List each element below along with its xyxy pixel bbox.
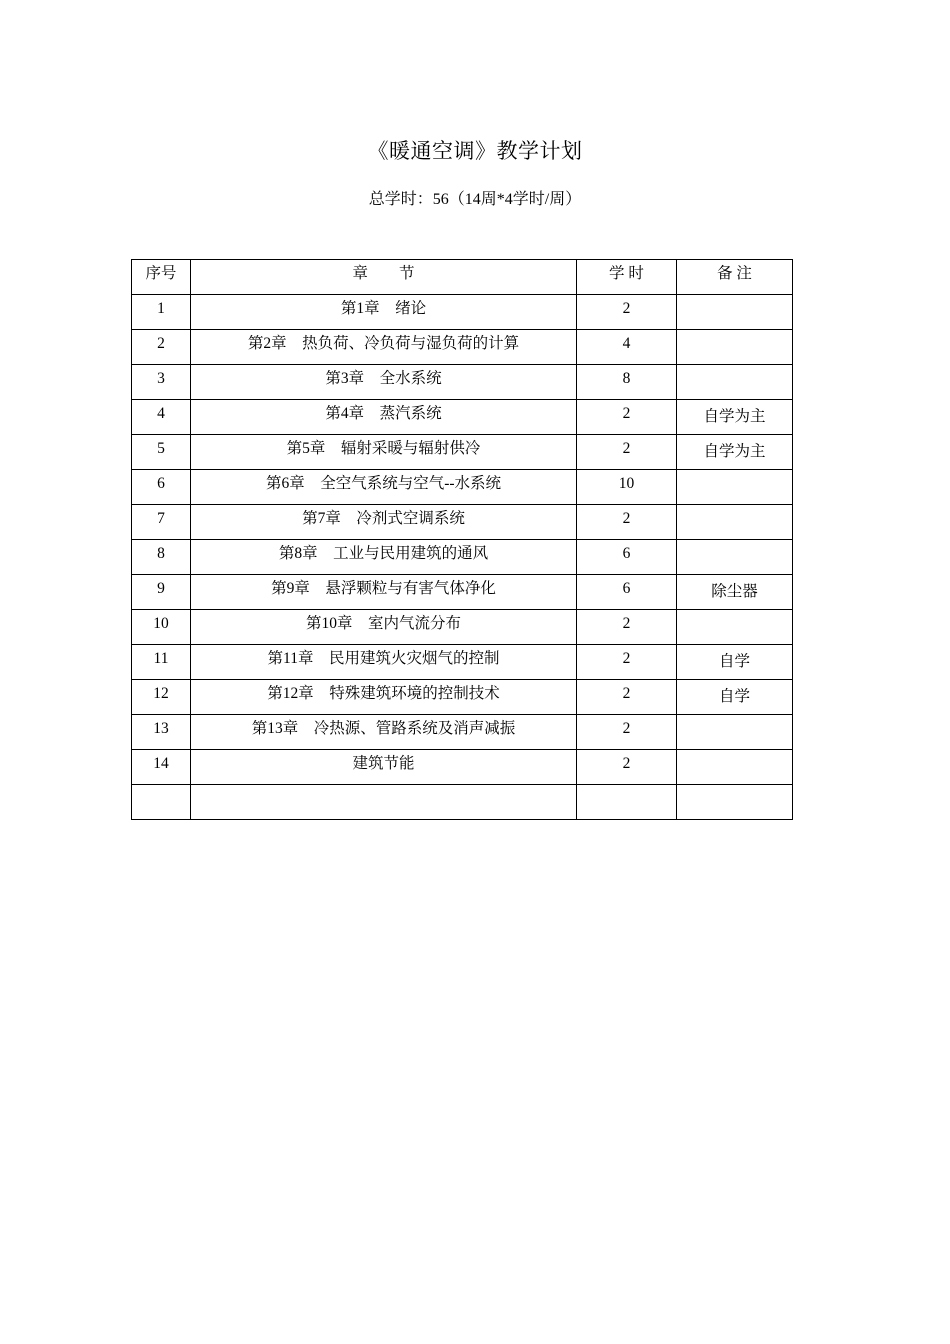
cell-chapter: 第13章 冷热源、管路系统及消声减振 — [191, 715, 577, 750]
cell-chapter: 第7章 冷剂式空调系统 — [191, 505, 577, 540]
table-row — [132, 295, 793, 330]
cell-no — [132, 785, 191, 820]
header-chapter: 章 节 — [191, 260, 577, 295]
table-row-empty — [132, 785, 793, 820]
cell-note: 自学为主 — [677, 400, 793, 435]
cell-no: 14 — [132, 750, 191, 785]
cell-note — [677, 365, 793, 400]
cell-no: 1 — [132, 295, 191, 330]
cell-hours: 2 — [577, 610, 677, 645]
cell-note — [677, 610, 793, 645]
cell-chapter: 第4章 蒸汽系统 — [191, 400, 577, 435]
table-row — [132, 505, 793, 540]
total-hours-subtitle: 总学时：56（14周*4学时/周） — [368, 191, 582, 208]
cell-hours: 2 — [577, 295, 677, 330]
cell-no: 4 — [132, 400, 191, 435]
cell-hours: 2 — [577, 680, 677, 715]
table-row — [132, 750, 793, 785]
cell-hours: 6 — [577, 575, 677, 610]
cell-chapter: 第12章 特殊建筑环境的控制技术 — [191, 680, 577, 715]
cell-chapter: 第10章 室内气流分布 — [191, 610, 577, 645]
cell-chapter: 第3章 全水系统 — [191, 365, 577, 400]
cell-chapter: 建筑节能 — [191, 750, 577, 785]
cell-no: 7 — [132, 505, 191, 540]
cell-no: 9 — [132, 575, 191, 610]
cell-no: 3 — [132, 365, 191, 400]
table-row — [132, 715, 793, 750]
cell-no: 11 — [132, 645, 191, 680]
cell-note — [677, 540, 793, 575]
table-row — [132, 575, 793, 610]
cell-note — [677, 295, 793, 330]
cell-hours: 6 — [577, 540, 677, 575]
cell-note: 自学 — [677, 680, 793, 715]
cell-chapter: 第1章 绪论 — [191, 295, 577, 330]
document-title: 《暖通空调》教学计划 — [367, 139, 583, 163]
cell-note: 自学为主 — [677, 435, 793, 470]
table-row — [132, 330, 793, 365]
cell-hours: 2 — [577, 505, 677, 540]
table-row — [132, 610, 793, 645]
header-no: 序号 — [132, 260, 191, 295]
cell-no: 6 — [132, 470, 191, 505]
cell-note: 除尘器 — [677, 575, 793, 610]
cell-chapter: 第2章 热负荷、冷负荷与湿负荷的计算 — [191, 330, 577, 365]
table-row — [132, 400, 793, 435]
cell-note — [677, 470, 793, 505]
cell-note — [677, 330, 793, 365]
table-header — [132, 260, 793, 295]
cell-hours: 10 — [577, 470, 677, 505]
table-row — [132, 540, 793, 575]
cell-no: 10 — [132, 610, 191, 645]
cell-no: 13 — [132, 715, 191, 750]
cell-chapter: 第8章 工业与民用建筑的通风 — [191, 540, 577, 575]
header-note: 备 注 — [677, 260, 793, 295]
cell-hours: 2 — [577, 435, 677, 470]
header-row — [132, 260, 793, 295]
cell-chapter: 第6章 全空气系统与空气--水系统 — [191, 470, 577, 505]
cell-hours: 4 — [577, 330, 677, 365]
cell-hours: 2 — [577, 400, 677, 435]
cell-chapter — [191, 785, 577, 820]
cell-note — [677, 505, 793, 540]
cell-hours: 2 — [577, 715, 677, 750]
cell-chapter: 第9章 悬浮颗粒与有害气体净化 — [191, 575, 577, 610]
table-row — [132, 435, 793, 470]
cell-hours — [577, 785, 677, 820]
cell-hours: 2 — [577, 645, 677, 680]
cell-no: 2 — [132, 330, 191, 365]
cell-hours: 8 — [577, 365, 677, 400]
table-body — [132, 295, 793, 820]
cell-hours: 2 — [577, 750, 677, 785]
cell-no: 8 — [132, 540, 191, 575]
table-row — [132, 470, 793, 505]
cell-note — [677, 785, 793, 820]
cell-note — [677, 715, 793, 750]
cell-chapter: 第11章 民用建筑火灾烟气的控制 — [191, 645, 577, 680]
header-hours: 学 时 — [577, 260, 677, 295]
teaching-plan-table — [131, 259, 793, 820]
cell-note — [677, 750, 793, 785]
cell-note: 自学 — [677, 645, 793, 680]
table-row — [132, 680, 793, 715]
cell-no: 12 — [132, 680, 191, 715]
table-row — [132, 365, 793, 400]
cell-no: 5 — [132, 435, 191, 470]
cell-chapter: 第5章 辐射采暖与辐射供冷 — [191, 435, 577, 470]
table-row — [132, 645, 793, 680]
